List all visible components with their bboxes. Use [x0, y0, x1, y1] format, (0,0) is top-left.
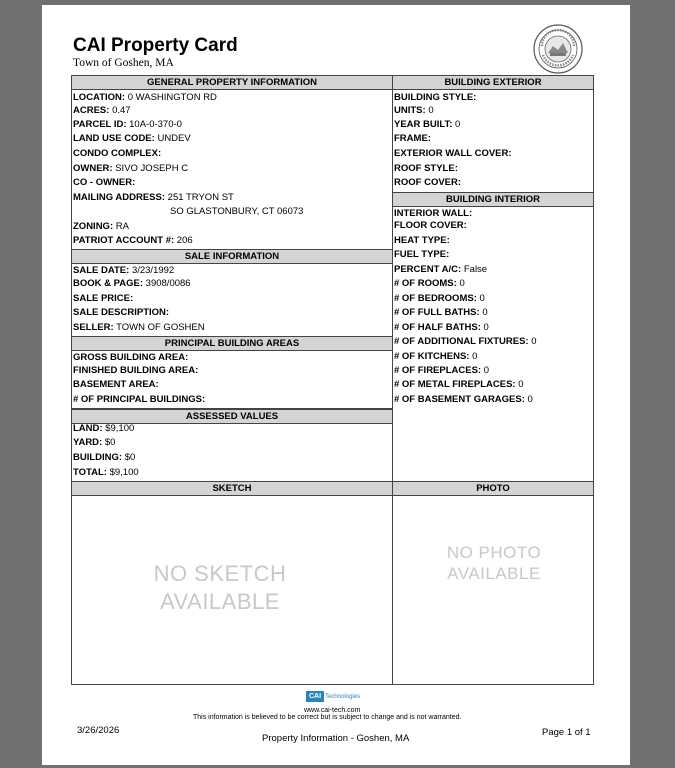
- sale-info-heading: SALE INFORMATION: [71, 249, 393, 264]
- rooms-row: # OF ROOMS: 0: [394, 278, 465, 289]
- floor-cover-row: FLOOR COVER:: [394, 220, 467, 231]
- condo-row: CONDO COMPLEX:: [73, 148, 162, 159]
- sale-date-row: SALE DATE: 3/23/1992: [73, 265, 175, 276]
- percent-ac-value: False: [463, 264, 488, 275]
- patriot-row: PATRIOT ACCOUNT #: 206: [73, 235, 193, 246]
- percent-ac-row: PERCENT A/C: False: [394, 264, 488, 275]
- full-baths-row: # OF FULL BATHS: 0: [394, 307, 488, 318]
- roof-style-row: ROOF STYLE:: [394, 163, 458, 174]
- additional-fixtures-row: # OF ADDITIONAL FIXTURES: 0: [394, 336, 537, 347]
- property-card-page: [42, 5, 630, 765]
- units-row: UNITS: 0: [394, 105, 434, 116]
- page-title: CAI Property Card: [73, 35, 238, 56]
- cai-logo: [306, 688, 360, 704]
- land-value-row: LAND: $9,100: [73, 423, 135, 434]
- building-interior-heading: BUILDING INTERIOR: [392, 192, 594, 207]
- book-page-row: BOOK & PAGE: 3908/0086: [73, 278, 191, 289]
- half-baths-row: # OF HALF BATHS: 0: [394, 322, 489, 333]
- sketch-heading: SKETCH: [71, 481, 393, 496]
- principal-buildings-row: # OF PRINCIPAL BUILDINGS:: [73, 394, 206, 405]
- owner-value: SIVO JOSEPH C: [115, 163, 189, 174]
- finished-area-row: FINISHED BUILDING AREA:: [73, 365, 199, 376]
- zoning-row: ZONING: RA: [73, 221, 129, 232]
- land-use-row: LAND USE CODE: UNDEV: [73, 133, 191, 144]
- mailing-line1: 251 TRYON ST: [167, 192, 234, 203]
- basement-area-row: BASEMENT AREA:: [73, 379, 159, 390]
- town-subtitle: Town of Goshen, MA: [73, 57, 174, 69]
- seller-row: SELLER: TOWN OF GOSHEN: [73, 322, 205, 333]
- heat-type-row: HEAT TYPE:: [394, 235, 450, 246]
- zoning-value: RA: [115, 221, 129, 232]
- cai-logo-icon: CAI: [306, 691, 324, 702]
- total-value-row: TOTAL: $9,100: [73, 467, 139, 478]
- photo-panel: [392, 495, 594, 685]
- bedrooms-row: # OF BEDROOMS: 0: [394, 293, 485, 304]
- building-exterior-heading: BUILDING EXTERIOR: [392, 75, 594, 90]
- co-owner-row: CO - OWNER:: [73, 177, 136, 188]
- total-value: $9,100: [109, 467, 139, 478]
- town-seal-icon: [533, 24, 583, 74]
- sale-date-value: 3/23/1992: [131, 265, 175, 276]
- acres-value: 0.47: [112, 105, 131, 116]
- building-style-row: BUILDING STYLE:: [394, 92, 477, 103]
- sale-desc-row: SALE DESCRIPTION:: [73, 307, 170, 318]
- no-sketch-placeholder: NO SKETCH AVAILABLE: [153, 561, 287, 614]
- interior-wall-row: INTERIOR WALL:: [394, 208, 473, 219]
- location-value: 0 WASHINGTON RD: [127, 92, 217, 103]
- kitchens-row: # OF KITCHENS: 0: [394, 351, 478, 362]
- building-value: $0: [124, 452, 136, 463]
- land-value: $9,100: [105, 423, 135, 434]
- metal-fireplaces-row: # OF METAL FIREPLACES: 0: [394, 379, 524, 390]
- no-photo-placeholder: NO PHOTO AVAILABLE: [446, 543, 542, 583]
- acres-row: ACRES: 0.47: [73, 105, 131, 116]
- footer-date: 3/26/2026: [77, 725, 120, 736]
- footer-page-number: Page 1 of 1: [542, 727, 591, 738]
- parcel-value: 10A-0-370-0: [129, 119, 182, 130]
- yard-value-row: YARD: $0: [73, 437, 116, 448]
- land-use-value: UNDEV: [157, 133, 191, 144]
- year-built-row: YEAR BUILT: 0: [394, 119, 461, 130]
- fuel-type-row: FUEL TYPE:: [394, 249, 450, 260]
- patriot-value: 206: [176, 235, 193, 246]
- assessed-values-heading: ASSESSED VALUES: [71, 409, 393, 424]
- photo-heading: PHOTO: [392, 481, 594, 496]
- units-value: 0: [428, 105, 434, 116]
- basement-garages-row: # OF BASEMENT GARAGES: 0: [394, 394, 533, 405]
- gross-area-row: GROSS BUILDING AREA:: [73, 352, 189, 363]
- yard-value: $0: [104, 437, 116, 448]
- mailing-row: MAILING ADDRESS: 251 TRYON ST: [73, 192, 234, 203]
- building-areas-heading: PRINCIPAL BUILDING AREAS: [71, 336, 393, 351]
- frame-row: FRAME:: [394, 133, 431, 144]
- exterior-wall-row: EXTERIOR WALL COVER:: [394, 148, 512, 159]
- owner-row: OWNER: SIVO JOSEPH C: [73, 163, 189, 174]
- location-row: LOCATION: 0 WASHINGTON RD: [73, 92, 217, 103]
- year-built-value: 0: [455, 119, 461, 130]
- general-info-heading: GENERAL PROPERTY INFORMATION: [71, 75, 393, 90]
- fireplaces-row: # OF FIREPLACES: 0: [394, 365, 490, 376]
- mailing-line2: SO GLASTONBURY, CT 06073: [170, 206, 304, 217]
- building-value-row: BUILDING: $0: [73, 452, 136, 463]
- sale-price-row: SALE PRICE:: [73, 293, 134, 304]
- seller-value: TOWN OF GOSHEN: [116, 322, 205, 333]
- footer-title: Property Information - Goshen, MA: [262, 733, 410, 744]
- parcel-row: PARCEL ID: 10A-0-370-0: [73, 119, 182, 130]
- book-page-value: 3908/0086: [145, 278, 191, 289]
- cai-logo-sub: Technologies: [325, 693, 361, 700]
- roof-cover-row: ROOF COVER:: [394, 177, 462, 188]
- footer-disclaimer: This information is believed to be correct but is subject to change and is not warranted.: [193, 714, 462, 721]
- footer-url[interactable]: www.cai-tech.com: [304, 707, 361, 714]
